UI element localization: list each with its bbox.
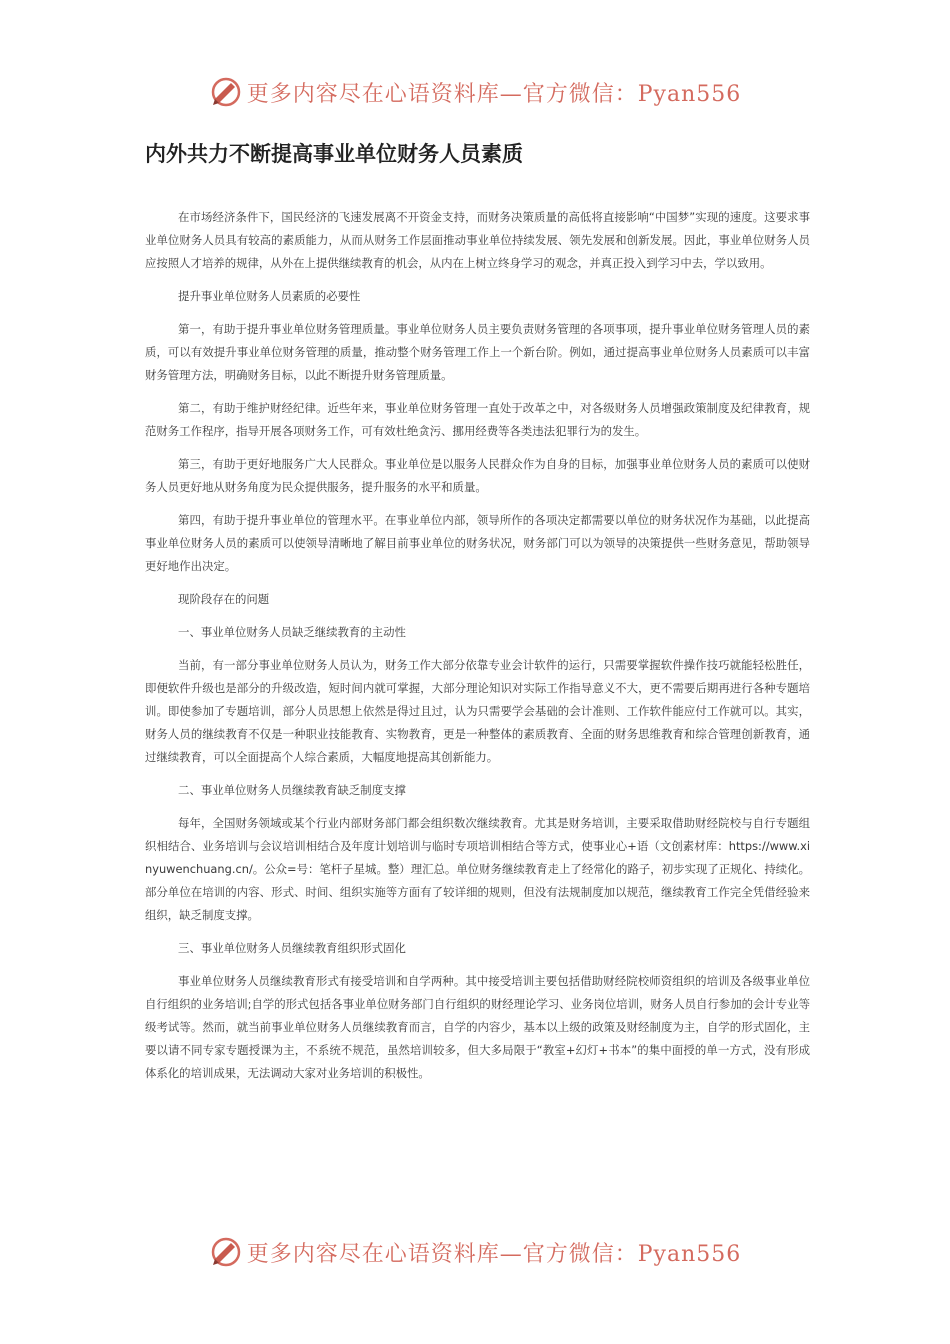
paragraph: 当前，有一部分事业单位财务人员认为，财务工作大部分依靠专业会计软件的运行，只需要掌握软件操作技巧就能轻松胜任，即便软件升级也是部分的升级改造，短时间内就可掌握，大部分理论知识对实际工作指导意义不大，更不需要后期再进行各种专题培训。即使参加了专题培训，部分人员思想上依然是得过且过，认为只需要学会基础的会计准则、工作软件能应付工作就可以。其实，财务人员的继续教育不仅是一种职业技能教育、实物教育，更是一种整体的素质教育、全面的财务思维教育和综合管理创新教育，通过继续教育，可以全面提高个人综合素质，大幅度地提高其创新能力。	[145, 658, 810, 764]
paragraph: 事业单位财务人员继续教育形式有接受培训和自学两种。其中接受培训主要包括借助财经院校师资组织的培训及各级事业单位自行组织的业务培训;自学的形式包括各事业单位财务部门自行组织的财经理论学习、业务岗位培训，财务人员自行参加的会计专业等级考试等。然而，就当前事业单位财务人员继续教育而言，自学的内容少，基本以上级的政策及财经制度为主，自学的形式固化，主要以请不同专家专题授课为主，不系统不规范，虽然培训较多，但大多局限于“教室+幻灯+书本”的集中面授的单一方式，没有形成体系化的培训成果，无法调动大家对业务培训的积极性。	[145, 974, 810, 1080]
header-banner-text: 更多内容尽在心语资料库—官方微信：Pyan556	[246, 81, 742, 107]
section-heading: 三、事业单位财务人员继续教育组织形式固化	[178, 941, 406, 955]
pen-logo-icon	[209, 1235, 243, 1269]
pen-logo-icon	[209, 75, 243, 109]
footer-banner	[0, 1230, 950, 1274]
section-heading: 一、事业单位财务人员缺乏继续教育的主动性	[178, 625, 406, 639]
paragraph: 第三，有助于更好地服务广大人民群众。事业单位是以服务人民群众作为自身的目标，加强事业单位财务人员的素质可以使财务人员更好地从财务角度为民众提供服务，提升服务的水平和质量。	[145, 457, 810, 494]
header-banner	[0, 70, 950, 114]
document-body	[145, 206, 810, 1095]
paragraph: 第一，有助于提升事业单位财务管理质量。事业单位财务人员主要负责财务管理的各项事项，提升事业单位财务管理人员的素质，可以有效提升事业单位财务管理的质量，推动整个财务管理工作上一个新台阶。例如，通过提高事业单位财务人员素质可以丰富财务管理方法，明确财务目标，以此不断提升财务管理质量。	[145, 322, 810, 382]
footer-banner-text: 更多内容尽在心语资料库—官方微信：Pyan556	[246, 1241, 742, 1267]
paragraph: 第二，有助于维护财经纪律。近些年来，事业单位财务管理一直处于改革之中，对各级财务人员增强政策制度及纪律教育，规范财务工作程序，指导开展各项财务工作，可有效杜绝贪污、挪用经费等各类违法犯罪行为的发生。	[145, 401, 810, 438]
document-title: 内外共力不断提高事业单位财务人员素质	[145, 142, 523, 166]
section-heading: 现阶段存在的问题	[178, 592, 270, 606]
section-heading: 提升事业单位财务人员素质的必要性	[178, 289, 361, 303]
paragraph: 每年，全国财务领域或某个行业内部财务部门都会组织数次继续教育。尤其是财务培训，主要采取借助财经院校与自行专题组织相结合、业务培训与会议培训相结合及年度计划培训与临时专项培训相结合等方式，使事业心+语（文创素材库：https://www.xinyuwenchuang.cn/。公众=号：笔杆子星城。整）理汇总。单位财务继续教育走上了经常化的路子，初步实现了正规化、持续化。部分单位在培训的内容、形式、时间、组织实施等方面有了较详细的规则，但没有法规制度加以规范，继续教育工作完全凭借经验来组织，缺乏制度支撑。	[145, 816, 810, 922]
paragraph: 在市场经济条件下，国民经济的飞速发展离不开资金支持，而财务决策质量的高低将直接影响“中国梦”实现的速度。这要求事业单位财务人员具有较高的素质能力，从而从财务工作层面推动事业单位持续发展、领先发展和创新发展。因此，事业单位财务人员应按照人才培养的规律，从外在上提供继续教育的机会，从内在上树立终身学习的观念，并真正投入到学习中去，学以致用。	[145, 210, 810, 270]
paragraph: 第四，有助于提升事业单位的管理水平。在事业单位内部，领导所作的各项决定都需要以单位的财务状况作为基础，以此提高事业单位财务人员的素质可以使领导清晰地了解目前事业单位的财务状况，财务部门可以为领导的决策提供一些财务意见，帮助领导更好地作出决定。	[145, 513, 810, 573]
section-heading: 二、事业单位财务人员继续教育缺乏制度支撑	[178, 783, 406, 797]
